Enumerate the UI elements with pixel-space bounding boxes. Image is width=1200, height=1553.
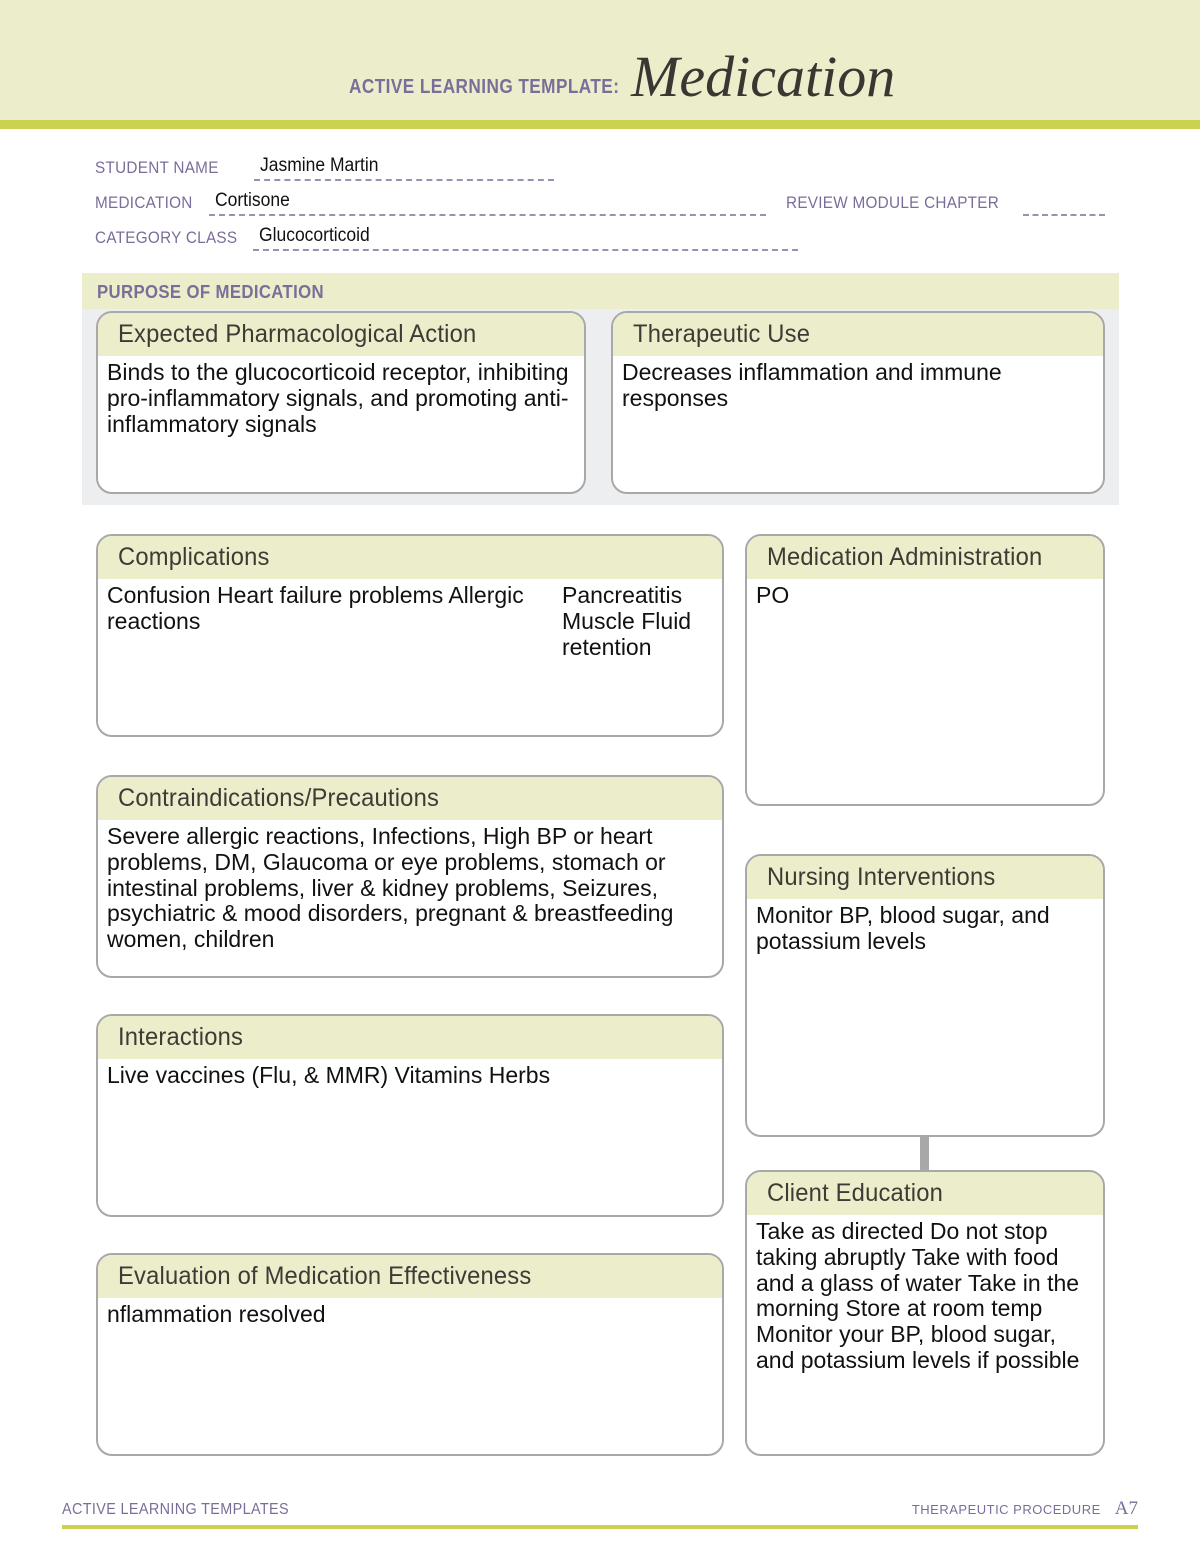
card-body-client-education[interactable]: Take as directed Do not stop taking abruptly Take with food and a glass of water Take in the morning Store at room temp Monitor your BP, blood sugar, and potassium levels if possible [756,1218,1080,1373]
card-therapeutic-use [611,311,1105,494]
card-body-interactions[interactable]: Live vaccines (Flu, & MMR) Vitamins Herbs [107,1062,551,1088]
page-title: Medication [631,44,896,109]
header-rule [0,120,1200,129]
card-title-evaluation-of-medication-effectiveness: Evaluation of Medication Effectiveness [118,1262,532,1290]
medication-field[interactable] [209,188,766,216]
card-title-contraindications-precautions: Contraindications/Precautions [118,784,440,812]
card-header [747,536,1103,579]
header [0,0,1200,120]
card-header [98,1255,722,1298]
card-body-medication-administration[interactable]: PO [756,582,790,608]
student-name-label: STUDENT NAME [95,158,219,177]
card-title-therapeutic-use: Therapeutic Use [633,320,811,348]
card-body-contraindications-precautions[interactable]: Severe allergic reactions, Infections, High BP or heart problems, DM, Glaucoma or eye problems, stomach or intestinal problems, liver & kidney problems, Seizures, psychiatric & mood disorders, pregnant & breastfeeding women, children [107,823,674,952]
card-contraindications-precautions [96,775,724,978]
card-body-expected-pharmacological-action[interactable]: Binds to the glucocorticoid receptor, inhibiting pro-inflammatory signals, and promoting anti-inflammatory signals [107,359,569,437]
student-name-row [95,146,1105,181]
category-class-row [95,216,1105,251]
card-body-nursing-interventions[interactable]: Monitor BP, blood sugar, and potassium levels [756,902,1050,954]
card-medication-administration [745,534,1105,806]
purpose-section-label: PURPOSE OF MEDICATION [97,282,325,302]
card-interactions [96,1014,724,1217]
card-expected-pharmacological-action [96,311,586,494]
footer [62,1498,1138,1529]
card-header [747,1172,1103,1215]
card-title-interactions: Interactions [118,1023,244,1051]
card-evaluation-of-medication-effectiveness [96,1253,724,1456]
card-body-complications [98,579,722,668]
card-client-education [745,1170,1105,1456]
footer-procedure-label: THERAPEUTIC PROCEDURE [911,1502,1101,1517]
form-fields [95,146,1105,251]
footer-brand: ACTIVE LEARNING TEMPLATES [62,1501,289,1518]
category-class-value: Glucocorticoid [259,225,370,246]
card-header [98,777,722,820]
complications-column-right[interactable]: Pancreatitis Muscle Fluid retention [562,582,692,660]
card-title-client-education: Client Education [767,1179,944,1207]
card-body-evaluation-of-medication-effectiveness[interactable]: nflammation resolved [107,1301,326,1327]
card-header [747,856,1103,899]
category-class-field[interactable] [253,223,798,251]
card-nursing-interventions [745,854,1105,1137]
student-name-field[interactable] [254,153,554,181]
purpose-section-header [82,273,1119,309]
card-body-therapeutic-use[interactable]: Decreases inflammation and immune responses [622,359,1002,411]
connector-line-nursing-to-client-education [920,1135,929,1173]
student-name-value: Jasmine Martin [260,155,379,176]
card-title-medication-administration: Medication Administration [767,543,1043,571]
footer-page-number: A7 [1114,1498,1138,1519]
card-header [98,536,722,579]
header-kicker: ACTIVE LEARNING TEMPLATE: [348,76,620,98]
medication-row [95,181,1105,216]
medication-value: Cortisone [214,190,290,211]
review-module-field[interactable] [1023,188,1105,216]
footer-meta [912,1498,1138,1520]
card-title-nursing-interventions: Nursing Interventions [767,863,996,891]
review-module-label: REVIEW MODULE CHAPTER [786,193,1000,212]
category-class-label: CATEGORY CLASS [95,228,238,247]
card-title-complications: Complications [118,543,270,571]
card-complications [96,534,724,737]
card-header [98,1016,722,1059]
medication-label: MEDICATION [95,193,193,212]
complications-column-left[interactable]: Confusion Heart failure problems Allergic reactions [107,582,524,634]
card-header [613,313,1103,356]
card-header [98,313,584,356]
card-title-expected-pharmacological-action: Expected Pharmacological Action [118,320,477,348]
